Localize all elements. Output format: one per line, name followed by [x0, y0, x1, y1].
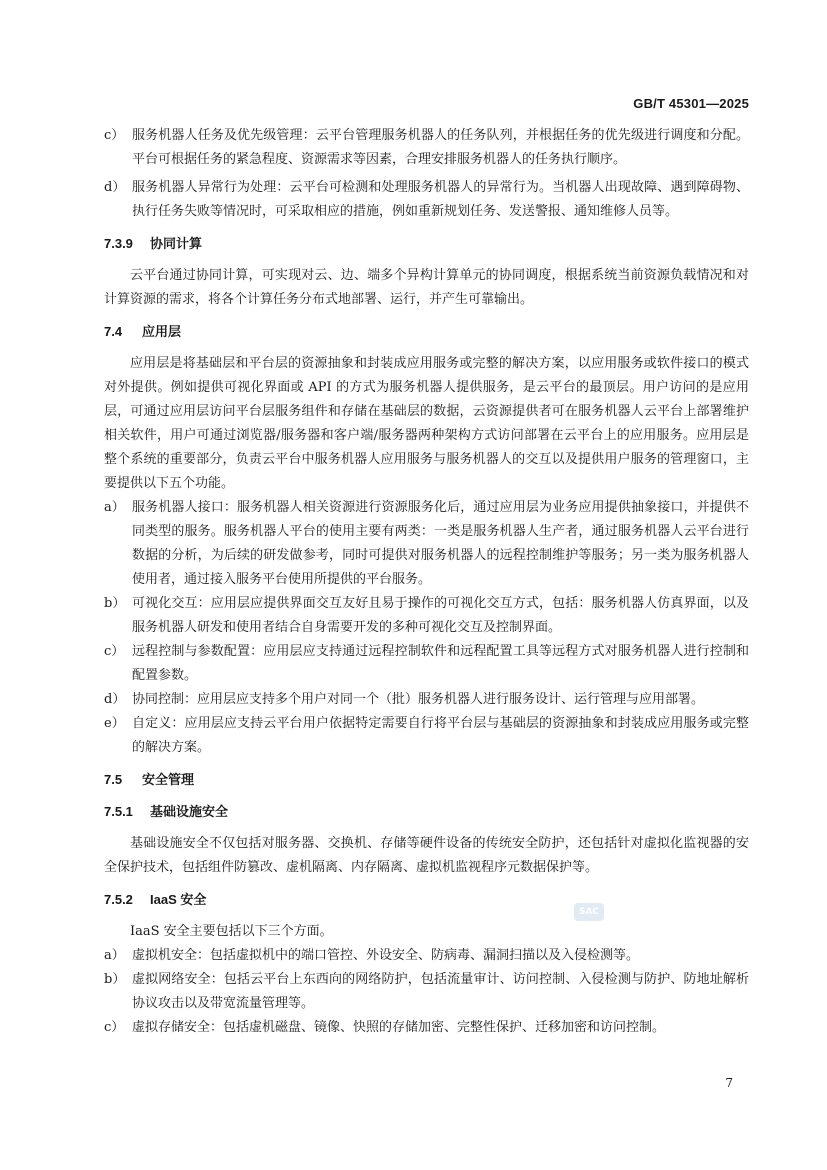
list-marker: d）	[104, 692, 126, 707]
list-item-text: 虚拟网络安全：包括云平台上东西向的网络防护，包括流量审计、访问控制、入侵检测与防护、防地址解析协议攻击以及带宽流量管理等。	[132, 972, 749, 1011]
paragraph: 应用层是将基础层和平台层的资源抽象和封装成应用服务或完整的解决方案，以应用服务或软件接口的模式对外提供。例如提供可视化界面或 API 的方式为服务机器人提供服务，是云平台的最顶层。用户访问的是应用层，可通过应用层访问平台层服务组件和存储在基础层的数据，云资源提供者可在服务机器人云平台上部署维护相关软件，用户可通过浏览器/服务器和客户端/服务器两种架构方式访问部署在云平台上的应用服务。应用层是整个系统的重要部分，负责云平台中服务机器人应用服务与服务机器人的交互以及提供用户服务的管理窗口，主要提供以下五个功能。	[104, 356, 749, 491]
section-title: 协同计算	[150, 236, 203, 251]
list-marker: b）	[104, 596, 126, 611]
section-title: 基础设施安全	[150, 804, 229, 819]
list-item	[104, 496, 749, 592]
section-heading-7-5-1	[104, 800, 749, 824]
section-number: 7.3.9	[104, 236, 133, 251]
sac-watermark-logo: SAC	[574, 903, 604, 921]
list-marker: c）	[104, 644, 125, 659]
list-marker: c）	[104, 128, 125, 143]
list-marker: e）	[104, 716, 125, 731]
list-item-text: 可视化交互：应用层应提供界面交互友好且易于操作的可视化交互方式，包括：服务机器人仿真界面，以及服务机器人研发和使用者结合自身需要开发的多种可视化交互及控制界面。	[132, 596, 749, 635]
list-marker: a）	[104, 500, 125, 515]
section-heading-7-5-2	[104, 888, 749, 912]
list-item-text: 服务机器人异常行为处理：云平台可检测和处理服务机器人的异常行为。当机器人出现故障、遇到障碍物、执行任务失败等情况时，可采取相应的措施，例如重新规划任务、发送警报、通知维修人员等。	[132, 180, 749, 219]
list-item	[104, 688, 749, 712]
list-item-text: 虚拟存储安全：包括虚机磁盘、镜像、快照的存储加密、完整性保护、迁移加密和访问控制。	[132, 1020, 666, 1035]
list-item	[104, 1016, 749, 1040]
list-item	[104, 640, 749, 688]
section-title: 应用层	[142, 324, 182, 339]
list-item	[104, 592, 749, 640]
list-item	[104, 176, 749, 224]
paragraph: 云平台通过协同计算，可实现对云、边、端多个异构计算单元的协同调度，根据系统当前资源负载情况和对计算资源的需求，将各个计算任务分布式地部署、运行，并产生可靠输出。	[104, 268, 749, 307]
list-marker: b）	[104, 972, 126, 987]
list-item-text: 服务机器人任务及优先级管理：云平台管理服务机器人的任务队列，并根据任务的优先级进行调度和分配。平台可根据任务的紧急程度、资源需求等因素，合理安排服务机器人的任务执行顺序。	[132, 128, 749, 167]
list-item-text: 自定义：应用层应支持云平台用户依据特定需要自行将平台层与基础层的资源抽象和封装成应用服务或完整的解决方案。	[132, 716, 749, 755]
list-item-text: 远程控制与参数配置：应用层应支持通过远程控制软件和远程配置工具等远程方式对服务机器人进行控制和配置参数。	[132, 644, 749, 683]
section-heading-7-3-9	[104, 232, 749, 256]
list-item-text: 虚拟机安全：包括虚拟机中的端口管控、外设安全、防病毒、漏洞扫描以及入侵检测等。	[132, 948, 640, 963]
list-marker: d）	[104, 180, 126, 195]
paragraph: IaaS 安全主要包括以下三个方面。	[130, 924, 333, 939]
list-item	[104, 712, 749, 760]
section-number: 7.5.2	[104, 892, 133, 907]
page-number: 7	[725, 1076, 733, 1090]
section-title: IaaS 安全	[150, 892, 207, 907]
section-number: 7.5	[104, 772, 123, 787]
section-number: 7.5.1	[104, 804, 133, 819]
list-item-text: 服务机器人接口：服务机器人相关资源进行资源服务化后，通过应用层为业务应用提供抽象接口，并提供不同类型的服务。服务机器人平台的使用主要有两类：一类是服务机器人生产者，通过服务机器人云平台进行数据的分析，为后续的研发做参考，同时可提供对服务机器人的远程控制维护等服务；另一类为服务机器人使用者，通过接入服务平台使用所提供的平台服务。	[132, 500, 749, 587]
list-item	[104, 968, 749, 1016]
list-item-text: 协同控制：应用层应支持多个用户对同一个（批）服务机器人进行服务设计、运行管理与应用部署。	[132, 692, 705, 707]
paragraph: 基础设施安全不仅包括对服务器、交换机、存储等硬件设备的传统安全防护，还包括针对虚拟化监视器的安全保护技术，包括组件防篡改、虚机隔离、内存隔离、虚拟机监视程序元数据保护等。	[104, 836, 749, 875]
list-item	[104, 944, 749, 968]
list-item	[104, 124, 749, 172]
list-marker: a）	[104, 948, 125, 963]
section-number: 7.4	[104, 324, 123, 339]
section-heading-7-4	[104, 320, 749, 344]
page-content	[104, 124, 749, 1040]
standard-number: GB/T 45301—2025	[633, 96, 749, 111]
list-marker: c）	[104, 1020, 125, 1035]
section-heading-7-5	[104, 768, 749, 792]
section-title: 安全管理	[142, 772, 195, 787]
